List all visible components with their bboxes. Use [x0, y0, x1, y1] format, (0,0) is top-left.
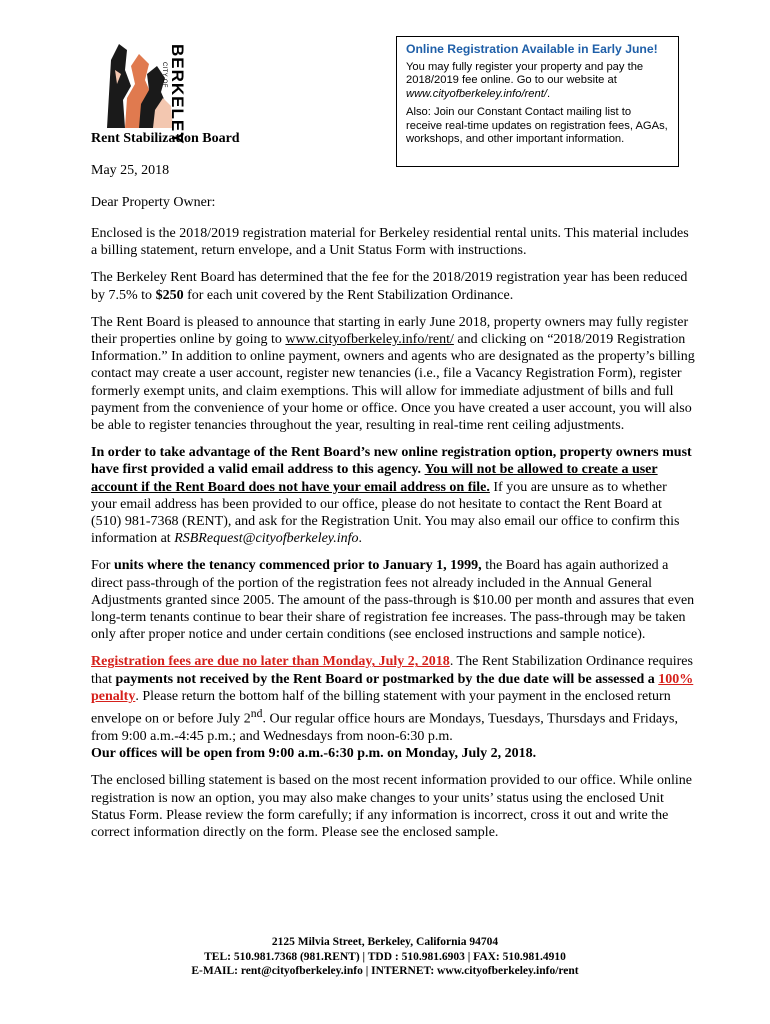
rsb-request-email-link[interactable]: RSBRequest@cityofberkeley.info — [174, 531, 359, 547]
fee-text-b: for each unit covered by the Rent Stabilization Ordinance. — [183, 287, 514, 303]
notice-website-link[interactable]: www.cityofberkeley.info/rent/ — [406, 88, 547, 101]
paragraph-enclosed: Enclosed is the 2018/2019 registration material for Berkeley residential rental units. This material includes a billing statement, return envelope, and a Unit Status Form with instructions. — [91, 226, 689, 259]
letter-greeting: Dear Property Owner: — [91, 195, 216, 210]
online-registration-notice-box — [396, 36, 679, 167]
paragraph-email-requirement — [91, 444, 695, 547]
letter-footer — [0, 935, 770, 979]
logo-berkeley-text: BERKELEY — [168, 44, 187, 145]
letter-date: May 25, 2018 — [91, 163, 170, 178]
fee-text-a: The Berkeley Rent Board has determined that the fee for the 2018/2019 registration year has been reduced by 7.5% to — [91, 270, 688, 303]
notice-paragraph-1 — [406, 61, 669, 102]
notice-title: Online Registration Available in Early June! — [406, 42, 658, 56]
board-name: Rent Stabilization Board — [91, 131, 240, 146]
email-requirement-end: . — [358, 531, 363, 547]
notice-paragraph-2: Also: Join our Constant Contact mailing list to receive real-time updates on registration fees, AGAs, workshops, and other important information. — [406, 105, 668, 146]
pass-through-bold: units where the tenancy commenced prior to January 1, 1999, — [113, 558, 482, 574]
notice-line-1: You may fully register your property and pay the 2018/2019 fee online. Go to our website at — [406, 60, 644, 87]
due-date-text-b: . Please return the bottom half of the billing statement with your payment in the enclosed return envelope on or before July 2 — [91, 688, 671, 727]
rent-website-link[interactable]: www.cityofberkeley.info/rent/ — [285, 332, 454, 348]
due-date-text-a: . The Rent Stabilization Ordinance requires that — [91, 654, 693, 687]
office-hours-text: . Our regular office hours are Mondays, Tuesdays, Thursdays and Fridays, from 9:00 a.m.-4:45 p.m.; and Wednesdays from noon-6:30 p.m. — [91, 711, 678, 744]
penalty-amount: 100% penalty — [91, 671, 694, 704]
extended-hours-notice: Our offices will be open from 9:00 a.m.-6:30 p.m. on Monday, July 2, 2018. — [91, 746, 537, 762]
logo-city-of-text: CITY OF — [161, 62, 167, 88]
notice-line-1-end: . — [546, 88, 551, 101]
ordinal-suffix: nd — [250, 707, 263, 721]
paragraph-online — [91, 314, 695, 434]
online-text-b: and clicking on “2018/2019 Registration Information.” In addition to online payment, owners and agents who are designated as the property’s billing contact may create a user account, register new tenancies (i.e., file a Vacancy Registration Form), register formerly exempt units, and claim exemptions. This will allow for immediate adjustment of bills and full payment from the convenience of your home or office. Once you have created a user account, you will also be able to register tenancies throughout the year, resulting in real-time rent ceiling adjustments. — [91, 332, 695, 434]
email-requirement-rest: If you are unsure as to whether your email address has been provided to our office, please do not hesitate to contact the Rent Board at (510) 981-7368 (RENT), and ask for the Registration Unit. You may also email our office to confirm this information at — [91, 479, 680, 547]
penalty-bold: payments not received by the Rent Board or postmarked by the due date will be assessed a — [115, 671, 659, 687]
footer-phones: TEL: 510.981.7368 (981.RENT) | TDD : 510.981.6903 | FAX: 510.981.4910 — [204, 950, 566, 963]
paragraph-pass-through — [91, 557, 695, 643]
due-date-notice: Registration fees are due no later than Monday, July 2, 2018 — [91, 654, 450, 670]
pass-through-text-a: For — [91, 558, 114, 574]
email-requirement-bold: In order to take advantage of the Rent Board’s new online registration option, property owners must have first provided a valid email address to this agency. — [91, 445, 692, 478]
footer-address: 2125 Milvia Street, Berkeley, California 94704 — [271, 936, 499, 948]
footer-contact: E-MAIL: rent@cityofberkeley.info | INTERNET: www.cityofberkeley.info/rent — [191, 965, 579, 977]
paragraph-billing-statement: The enclosed billing statement is based on the most recent information provided to our office. While online registration is now an option, you may also make changes to your units’ status using the enclosed Unit Status Form. Please review the form carefully; if any information is incorrect, cross it out and write the correct information directly on the form. Please see the enclosed sample. — [91, 773, 692, 840]
email-requirement-underlined: You will not be allowed to create a user account if the Rent Board does not have your email address on file. — [91, 462, 658, 495]
paragraph-due-date — [91, 653, 695, 762]
letter-body — [91, 225, 695, 851]
online-text-a: The Rent Board is pleased to announce that starting in early June 2018, property owners may fully register their properties online by going to — [91, 314, 689, 348]
pass-through-text-b: the Board has again authorized a direct pass-through of the portion of the registration fees not already included in the Annual General Adjustments granted since 2005. The amount of the pass-through is $10.00 per month and assures that even long-term tenants continue to bear their share of registration fee increases. The pass-through may be taken only after proper notice and under certain conditions (see enclosed instructions and sample notice). — [91, 558, 695, 643]
fee-amount: $250 — [155, 287, 184, 303]
paragraph-fee — [91, 269, 695, 303]
